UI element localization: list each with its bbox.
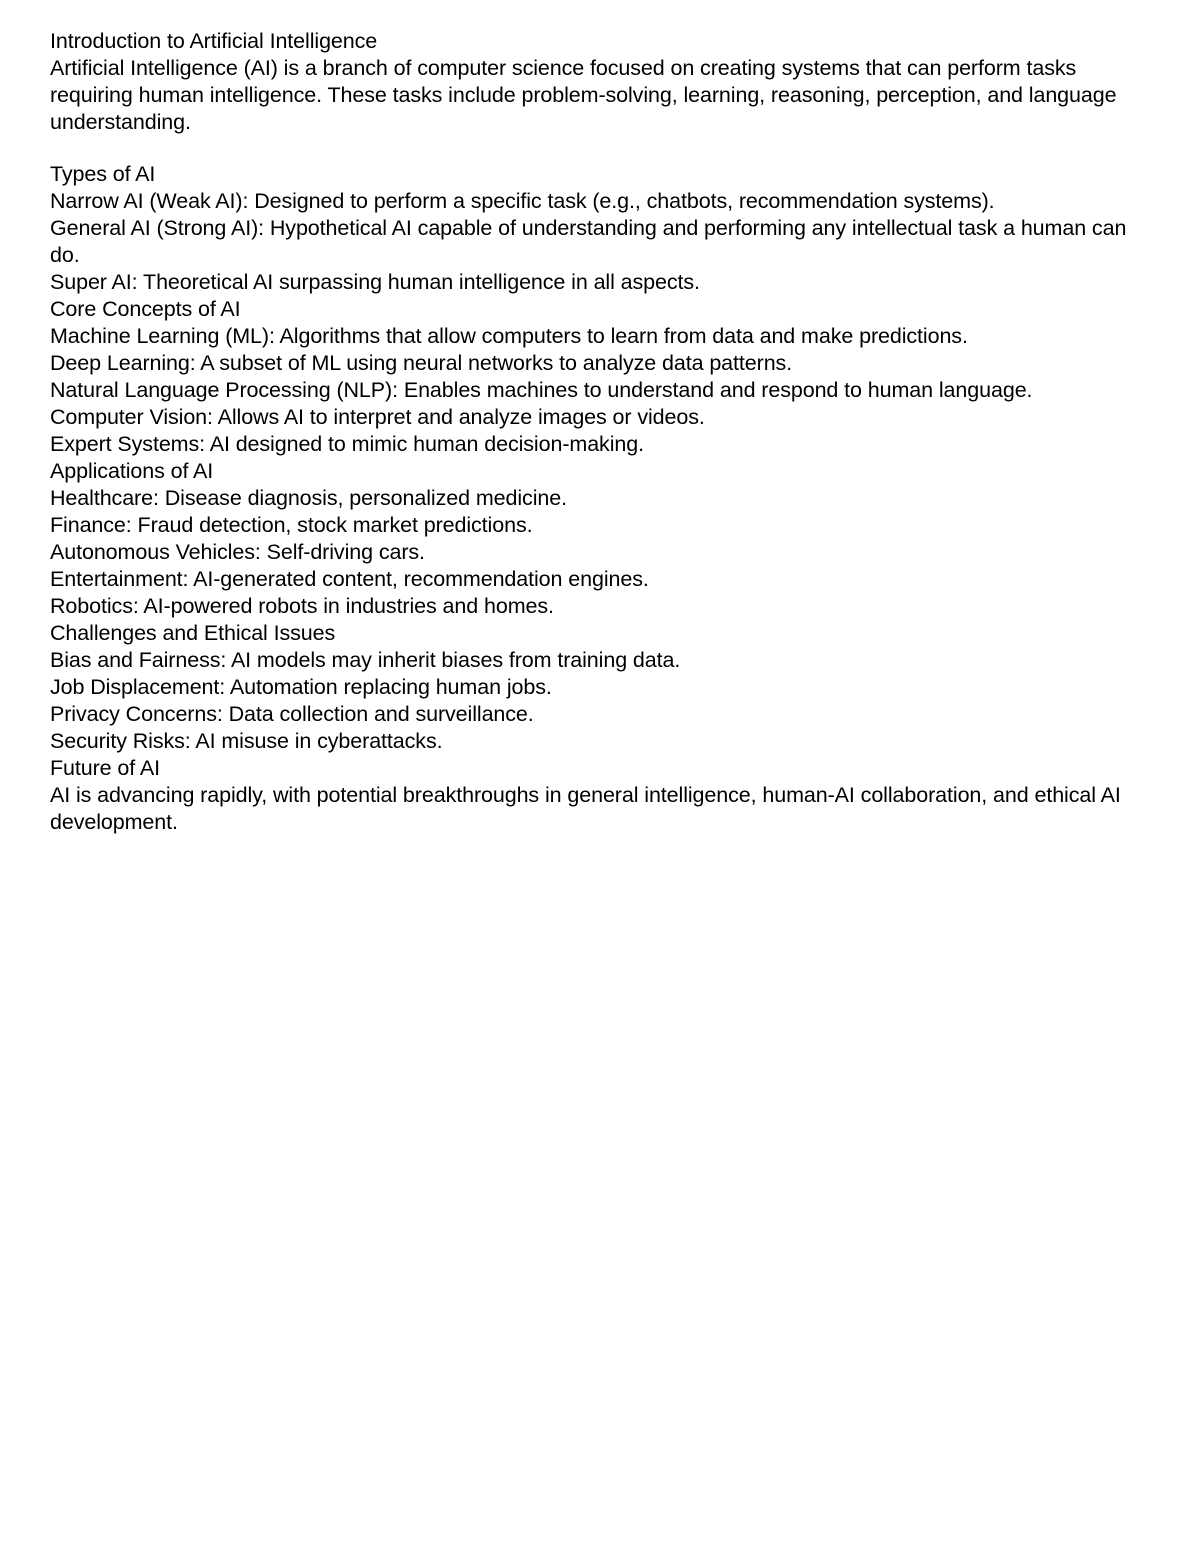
core-item-ml: Machine Learning (ML): Algorithms that allow computers to learn from data and make predictions. [50,324,968,348]
section-heading-applications: Applications of AI [50,459,214,483]
app-item-finance: Finance: Fraud detection, stock market predictions. [50,513,533,537]
app-item-robotics: Robotics: AI-powered robots in industries and homes. [50,594,554,618]
challenge-item-jobs: Job Displacement: Automation replacing human jobs. [50,675,552,699]
app-item-entertainment: Entertainment: AI-generated content, recommendation engines. [50,567,649,591]
section-heading-challenges: Challenges and Ethical Issues [50,621,336,645]
app-item-autonomous-vehicles: Autonomous Vehicles: Self-driving cars. [50,540,425,564]
section-heading-core-concepts: Core Concepts of AI [50,297,241,321]
types-item-general: General AI (Strong AI): Hypothetical AI capable of understanding and performing any intellectual task a human can do. [50,216,1133,267]
intro-paragraph: Artificial Intelligence (AI) is a branch of computer science focused on creating systems that can perform tasks requiring human intelligence. These tasks include problem-solving, learning, reasoning, perception, and language understanding. [50,56,1123,134]
challenge-item-bias: Bias and Fairness: AI models may inherit biases from training data. [50,648,681,672]
document-title: Introduction to Artificial Intelligence [50,29,378,53]
challenge-item-security: Security Risks: AI misuse in cyberattacks. [50,729,443,753]
core-item-expert-systems: Expert Systems: AI designed to mimic human decision-making. [50,432,644,456]
core-item-nlp: Natural Language Processing (NLP): Enables machines to understand and respond to human language. [50,378,1033,402]
paragraph-gap [50,136,1150,161]
document-page [50,28,1150,836]
challenge-item-privacy: Privacy Concerns: Data collection and surveillance. [50,702,534,726]
core-item-deep-learning: Deep Learning: A subset of ML using neural networks to analyze data patterns. [50,351,793,375]
types-item-narrow: Narrow AI (Weak AI): Designed to perform a specific task (e.g., chatbots, recommendation systems). [50,189,995,213]
core-item-computer-vision: Computer Vision: Allows AI to interpret and analyze images or videos. [50,405,705,429]
section-heading-types: Types of AI [50,162,156,186]
future-paragraph: AI is advancing rapidly, with potential breakthroughs in general intelligence, human-AI collaboration, and ethical AI development. [50,783,1127,834]
types-item-super: Super AI: Theoretical AI surpassing human intelligence in all aspects. [50,270,700,294]
section-heading-future: Future of AI [50,756,160,780]
app-item-healthcare: Healthcare: Disease diagnosis, personalized medicine. [50,486,567,510]
